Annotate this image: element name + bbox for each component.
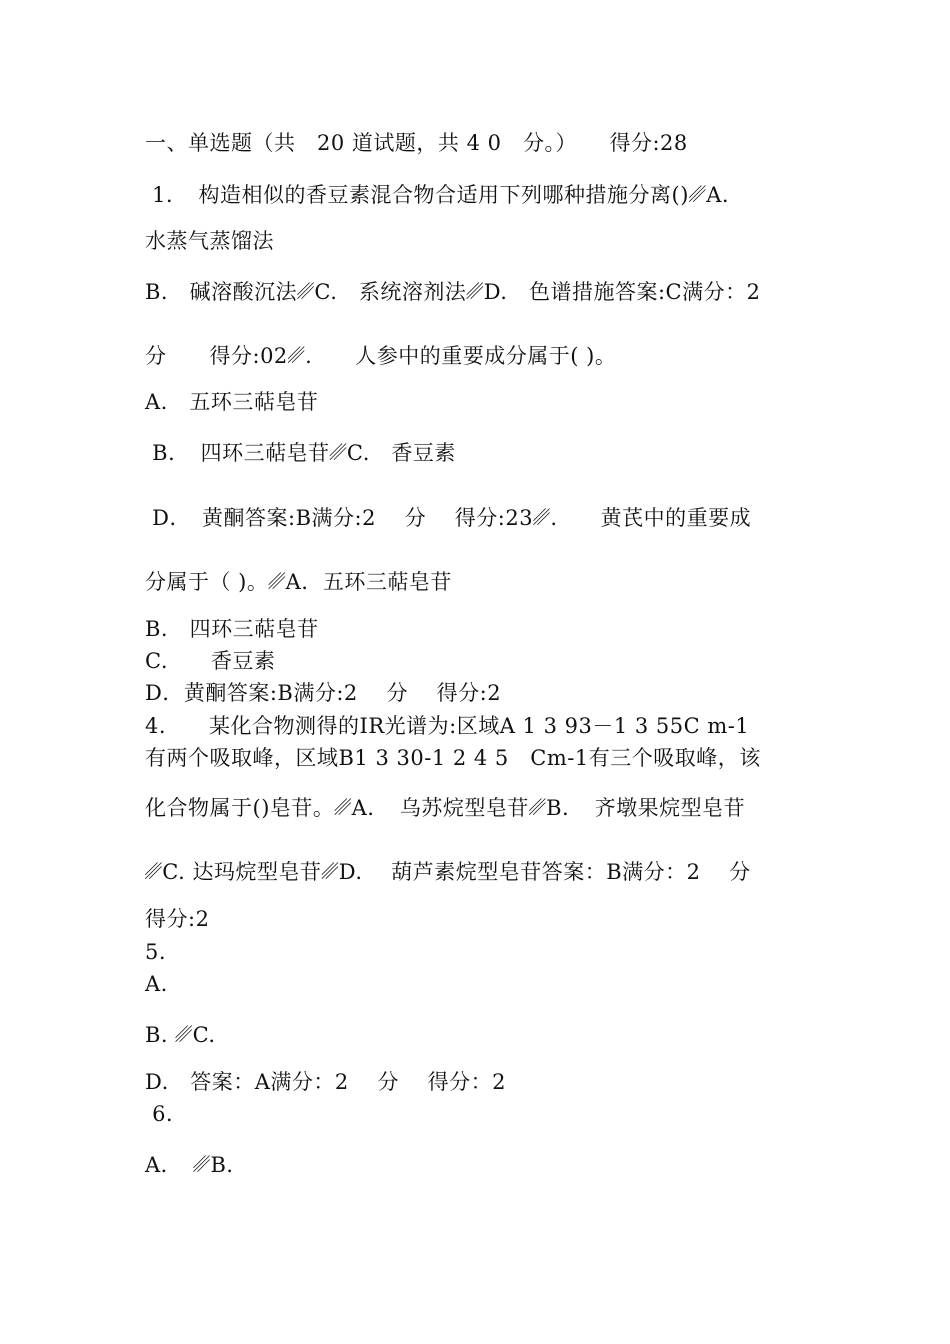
- question-2-option-a: A. 五环三萜皂苷: [145, 390, 319, 414]
- question-5-option-a: A.: [145, 972, 168, 996]
- question-6-options: A． ␥B．: [145, 1153, 248, 1177]
- question-6-number: 6．: [145, 1102, 188, 1126]
- question-2-answer: D． 黄酮答案:B满分:2 分 得分:23␥. 黄芪中的重要成: [145, 506, 752, 530]
- question-1-options: B. 碱溶酸沉法␥C. 系统溶剂法␥D. 色谱措施答案:C满分：2: [145, 280, 761, 304]
- question-4-score: 得分:2: [145, 907, 210, 931]
- question-3-option-a: 分属于（ )。␥A．五环三萜皂苷: [145, 570, 452, 594]
- question-3-option-c: C. 香豆素: [145, 649, 276, 673]
- question-3-answer: D．黄酮答案:B满分:2 分 得分:2: [145, 681, 502, 705]
- question-5-number: 5.: [145, 940, 167, 964]
- question-4-answer: ␥C. 达玛烷型皂苷␥D. 葫芦素烷型皂苷答案：B满分：2 分: [145, 860, 751, 884]
- question-5-answer: D. 答案：A满分：2 分 得分：2: [145, 1070, 507, 1094]
- question-4-line-3: 化合物属于()皂苷。␥A． 乌苏烷型皂苷␥B． 齐墩果烷型皂苷: [145, 796, 746, 820]
- question-2-options: B． 四环三萜皂苷␥C. 香豆素: [145, 441, 456, 465]
- question-3-option-b: B. 四环三萜皂苷: [145, 617, 319, 641]
- question-2-line: 分 得分:02␥. 人参中的重要成分属于( )。: [145, 344, 617, 368]
- section-heading: 一、单选题（共 20 道试题，共 4 0 分。） 得分:28: [145, 131, 688, 155]
- question-1-option-a: 水蒸气蒸馏法: [145, 229, 274, 253]
- question-1-line: 1． 构造相似的香豆素混合物合适用下列哪种措施分离()␥A.: [145, 183, 730, 207]
- question-5-options: B. ␥C.: [145, 1023, 216, 1047]
- question-4-line-1: 4. 某化合物测得的IR光谱为:区域A 1 3 93－1 3 55C m-1: [145, 714, 750, 738]
- question-4-line-2: 有两个吸取峰，区域B1 3 30-1 2 4 5 Cm-1有三个吸取峰，该: [145, 746, 761, 770]
